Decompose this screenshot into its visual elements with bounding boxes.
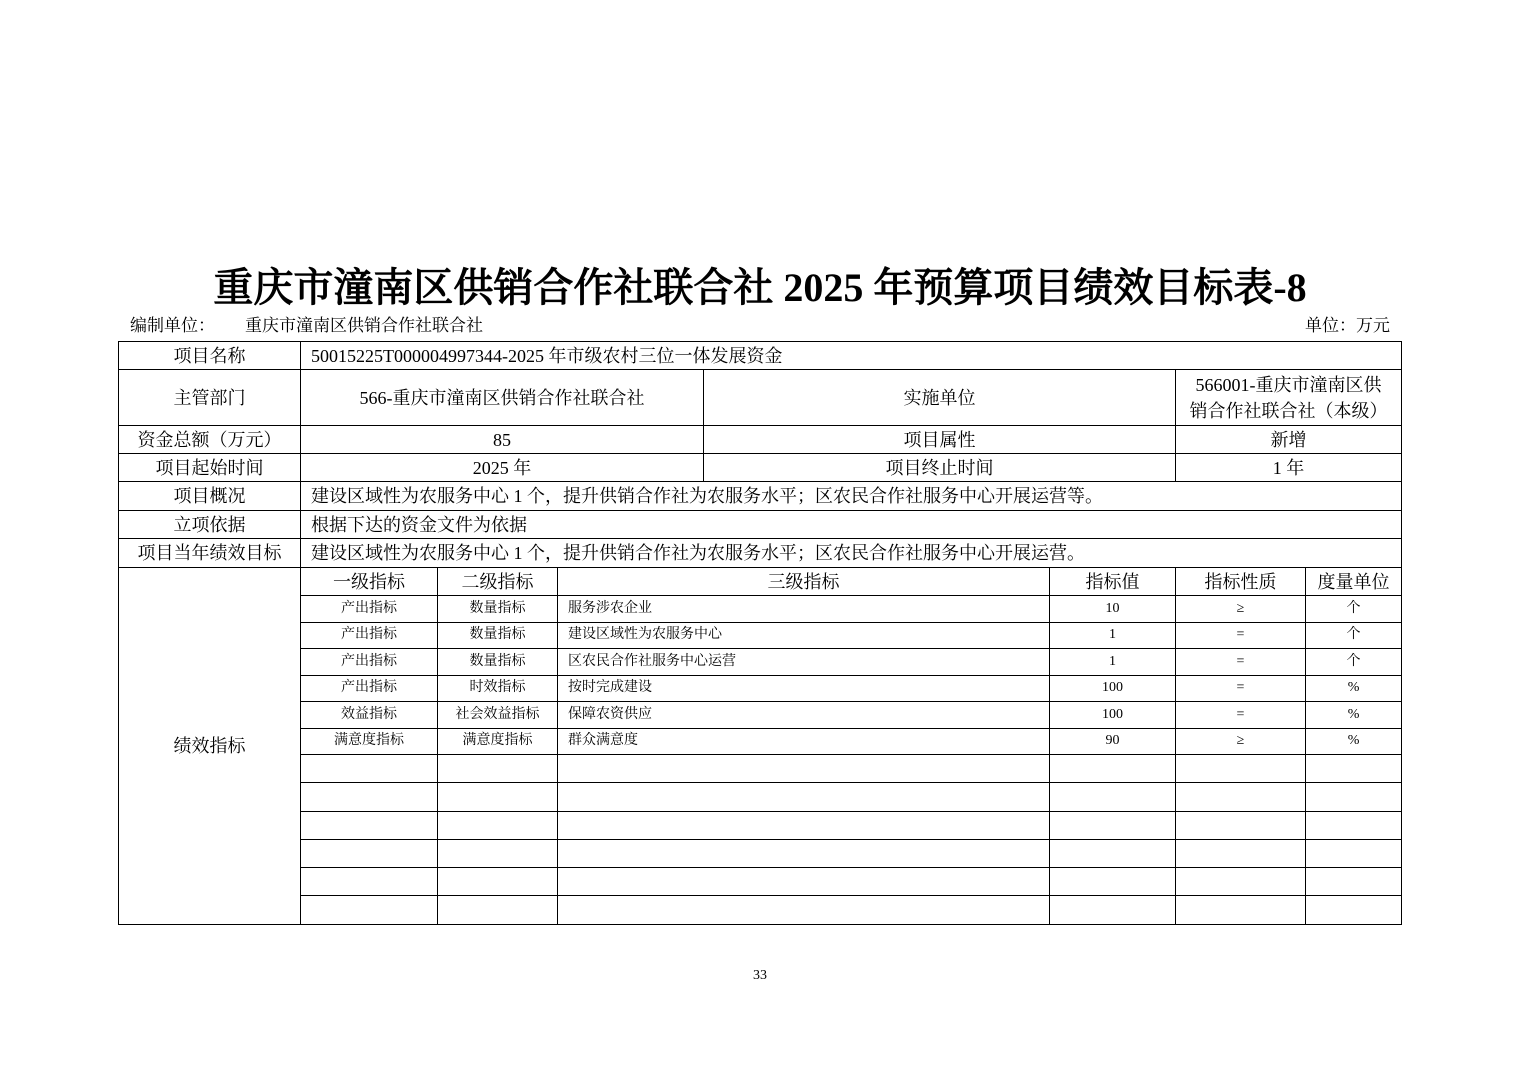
indicator-unit: 个 — [1306, 596, 1402, 623]
column-header: 一级指标 — [301, 568, 438, 596]
empty-cell — [558, 868, 1050, 896]
empty-indicator-row — [119, 896, 1402, 924]
indicator-unit: % — [1306, 702, 1402, 729]
performance-target-table — [118, 341, 1402, 925]
start-value: 2025 年 — [301, 454, 704, 482]
empty-indicator-row — [119, 755, 1402, 783]
indicator-level3: 保障农资供应 — [558, 702, 1050, 729]
indicator-level2: 数量指标 — [438, 622, 558, 649]
empty-cell — [438, 896, 558, 924]
indicator-unit: % — [1306, 675, 1402, 702]
empty-cell — [438, 811, 558, 839]
empty-cell — [558, 783, 1050, 811]
indicator-level1: 产出指标 — [301, 622, 438, 649]
empty-cell — [438, 783, 558, 811]
unit-label: 单位：万元 — [1305, 316, 1390, 335]
indicator-level1: 产出指标 — [301, 596, 438, 623]
empty-cell — [1050, 755, 1176, 783]
indicator-row — [119, 596, 1402, 623]
indicator-nature: ≥ — [1176, 728, 1306, 755]
indicator-nature: = — [1176, 675, 1306, 702]
annual-goal-label: 项目当年绩效目标 — [119, 539, 301, 568]
row-annual-goal — [119, 539, 1402, 568]
column-header: 二级指标 — [438, 568, 558, 596]
end-value: 1 年 — [1176, 454, 1402, 482]
indicator-unit: 个 — [1306, 649, 1402, 676]
empty-cell — [1176, 783, 1306, 811]
indicator-section-label: 绩效指标 — [119, 568, 301, 925]
indicator-value: 10 — [1050, 596, 1176, 623]
empty-cell — [438, 839, 558, 867]
row-department — [119, 370, 1402, 426]
project-name-value: 50015225T000004997344-2025 年市级农村三位一体发展资金 — [301, 342, 1402, 370]
indicator-row — [119, 622, 1402, 649]
empty-cell — [301, 811, 438, 839]
column-header: 指标性质 — [1176, 568, 1306, 596]
empty-cell — [1306, 896, 1402, 924]
empty-cell — [438, 868, 558, 896]
empty-cell — [1050, 783, 1176, 811]
implementer-label: 实施单位 — [704, 370, 1176, 426]
indicator-level2: 数量指标 — [438, 649, 558, 676]
empty-cell — [301, 783, 438, 811]
basis-label: 立项依据 — [119, 511, 301, 539]
fund-value: 85 — [301, 426, 704, 454]
page-number: 33 — [753, 968, 767, 983]
indicator-value: 100 — [1050, 702, 1176, 729]
indicator-level2: 社会效益指标 — [438, 702, 558, 729]
indicator-level2: 时效指标 — [438, 675, 558, 702]
org-label: 编制单位： — [130, 316, 215, 335]
column-header: 三级指标 — [558, 568, 1050, 596]
org-name: 重庆市潼南区供销合作社联合社 — [245, 316, 483, 335]
row-project-name — [119, 342, 1402, 370]
empty-cell — [558, 896, 1050, 924]
indicator-row — [119, 728, 1402, 755]
empty-cell — [1050, 868, 1176, 896]
row-basis — [119, 511, 1402, 539]
empty-cell — [1176, 755, 1306, 783]
empty-cell — [438, 755, 558, 783]
empty-cell — [1176, 868, 1306, 896]
annual-goal-value: 建设区域性为农服务中心 1 个，提升供销合作社为农服务水平；区农民合作社服务中心开展运营。 — [301, 539, 1402, 568]
indicator-nature: = — [1176, 622, 1306, 649]
empty-cell — [301, 755, 438, 783]
empty-cell — [1176, 839, 1306, 867]
implementer-value: 566001-重庆市潼南区供 销合作社联合社（本级） — [1176, 370, 1402, 426]
empty-cell — [558, 839, 1050, 867]
column-header: 指标值 — [1050, 568, 1176, 596]
indicator-level1: 满意度指标 — [301, 728, 438, 755]
project-name-label: 项目名称 — [119, 342, 301, 370]
document-title: 重庆市潼南区供销合作社联合社 2025 年预算项目绩效目标表-8 — [213, 265, 1307, 310]
empty-cell — [1050, 811, 1176, 839]
attribute-label: 项目属性 — [704, 426, 1176, 454]
indicator-level3: 建设区域性为农服务中心 — [558, 622, 1050, 649]
empty-cell — [1306, 811, 1402, 839]
attribute-value: 新增 — [1176, 426, 1402, 454]
empty-cell — [1176, 896, 1306, 924]
empty-cell — [1050, 839, 1176, 867]
indicator-level2: 满意度指标 — [438, 728, 558, 755]
end-label: 项目终止时间 — [704, 454, 1176, 482]
indicator-level3: 服务涉农企业 — [558, 596, 1050, 623]
empty-cell — [1306, 755, 1402, 783]
column-header: 度量单位 — [1306, 568, 1402, 596]
indicator-level3: 群众满意度 — [558, 728, 1050, 755]
indicator-header-row — [119, 568, 1402, 596]
overview-value: 建设区域性为农服务中心 1 个，提升供销合作社为农服务水平；区农民合作社服务中心开展运营等。 — [301, 482, 1402, 511]
row-overview — [119, 482, 1402, 511]
indicator-value: 1 — [1050, 622, 1176, 649]
row-period — [119, 454, 1402, 482]
fund-label: 资金总额（万元） — [119, 426, 301, 454]
indicator-value: 100 — [1050, 675, 1176, 702]
indicator-row — [119, 649, 1402, 676]
indicator-level1: 产出指标 — [301, 675, 438, 702]
overview-label: 项目概况 — [119, 482, 301, 511]
empty-cell — [301, 839, 438, 867]
empty-indicator-row — [119, 783, 1402, 811]
row-fund — [119, 426, 1402, 454]
empty-indicator-row — [119, 868, 1402, 896]
basis-value: 根据下达的资金文件为依据 — [301, 511, 1402, 539]
indicator-nature: = — [1176, 649, 1306, 676]
empty-cell — [301, 896, 438, 924]
indicator-unit: 个 — [1306, 622, 1402, 649]
indicator-nature: ≥ — [1176, 596, 1306, 623]
empty-cell — [1306, 783, 1402, 811]
indicator-value: 90 — [1050, 728, 1176, 755]
indicator-nature: = — [1176, 702, 1306, 729]
empty-cell — [558, 755, 1050, 783]
empty-cell — [558, 811, 1050, 839]
empty-cell — [1176, 811, 1306, 839]
indicator-level3: 区农民合作社服务中心运营 — [558, 649, 1050, 676]
empty-cell — [301, 868, 438, 896]
empty-cell — [1306, 839, 1402, 867]
indicator-row — [119, 675, 1402, 702]
start-label: 项目起始时间 — [119, 454, 301, 482]
indicator-level2: 数量指标 — [438, 596, 558, 623]
indicator-row — [119, 702, 1402, 729]
department-label: 主管部门 — [119, 370, 301, 426]
empty-cell — [1050, 896, 1176, 924]
department-value: 566-重庆市潼南区供销合作社联合社 — [301, 370, 704, 426]
empty-cell — [1306, 868, 1402, 896]
indicator-unit: % — [1306, 728, 1402, 755]
indicator-level1: 产出指标 — [301, 649, 438, 676]
empty-indicator-row — [119, 811, 1402, 839]
empty-indicator-row — [119, 839, 1402, 867]
indicator-value: 1 — [1050, 649, 1176, 676]
indicator-level1: 效益指标 — [301, 702, 438, 729]
indicator-level3: 按时完成建设 — [558, 675, 1050, 702]
